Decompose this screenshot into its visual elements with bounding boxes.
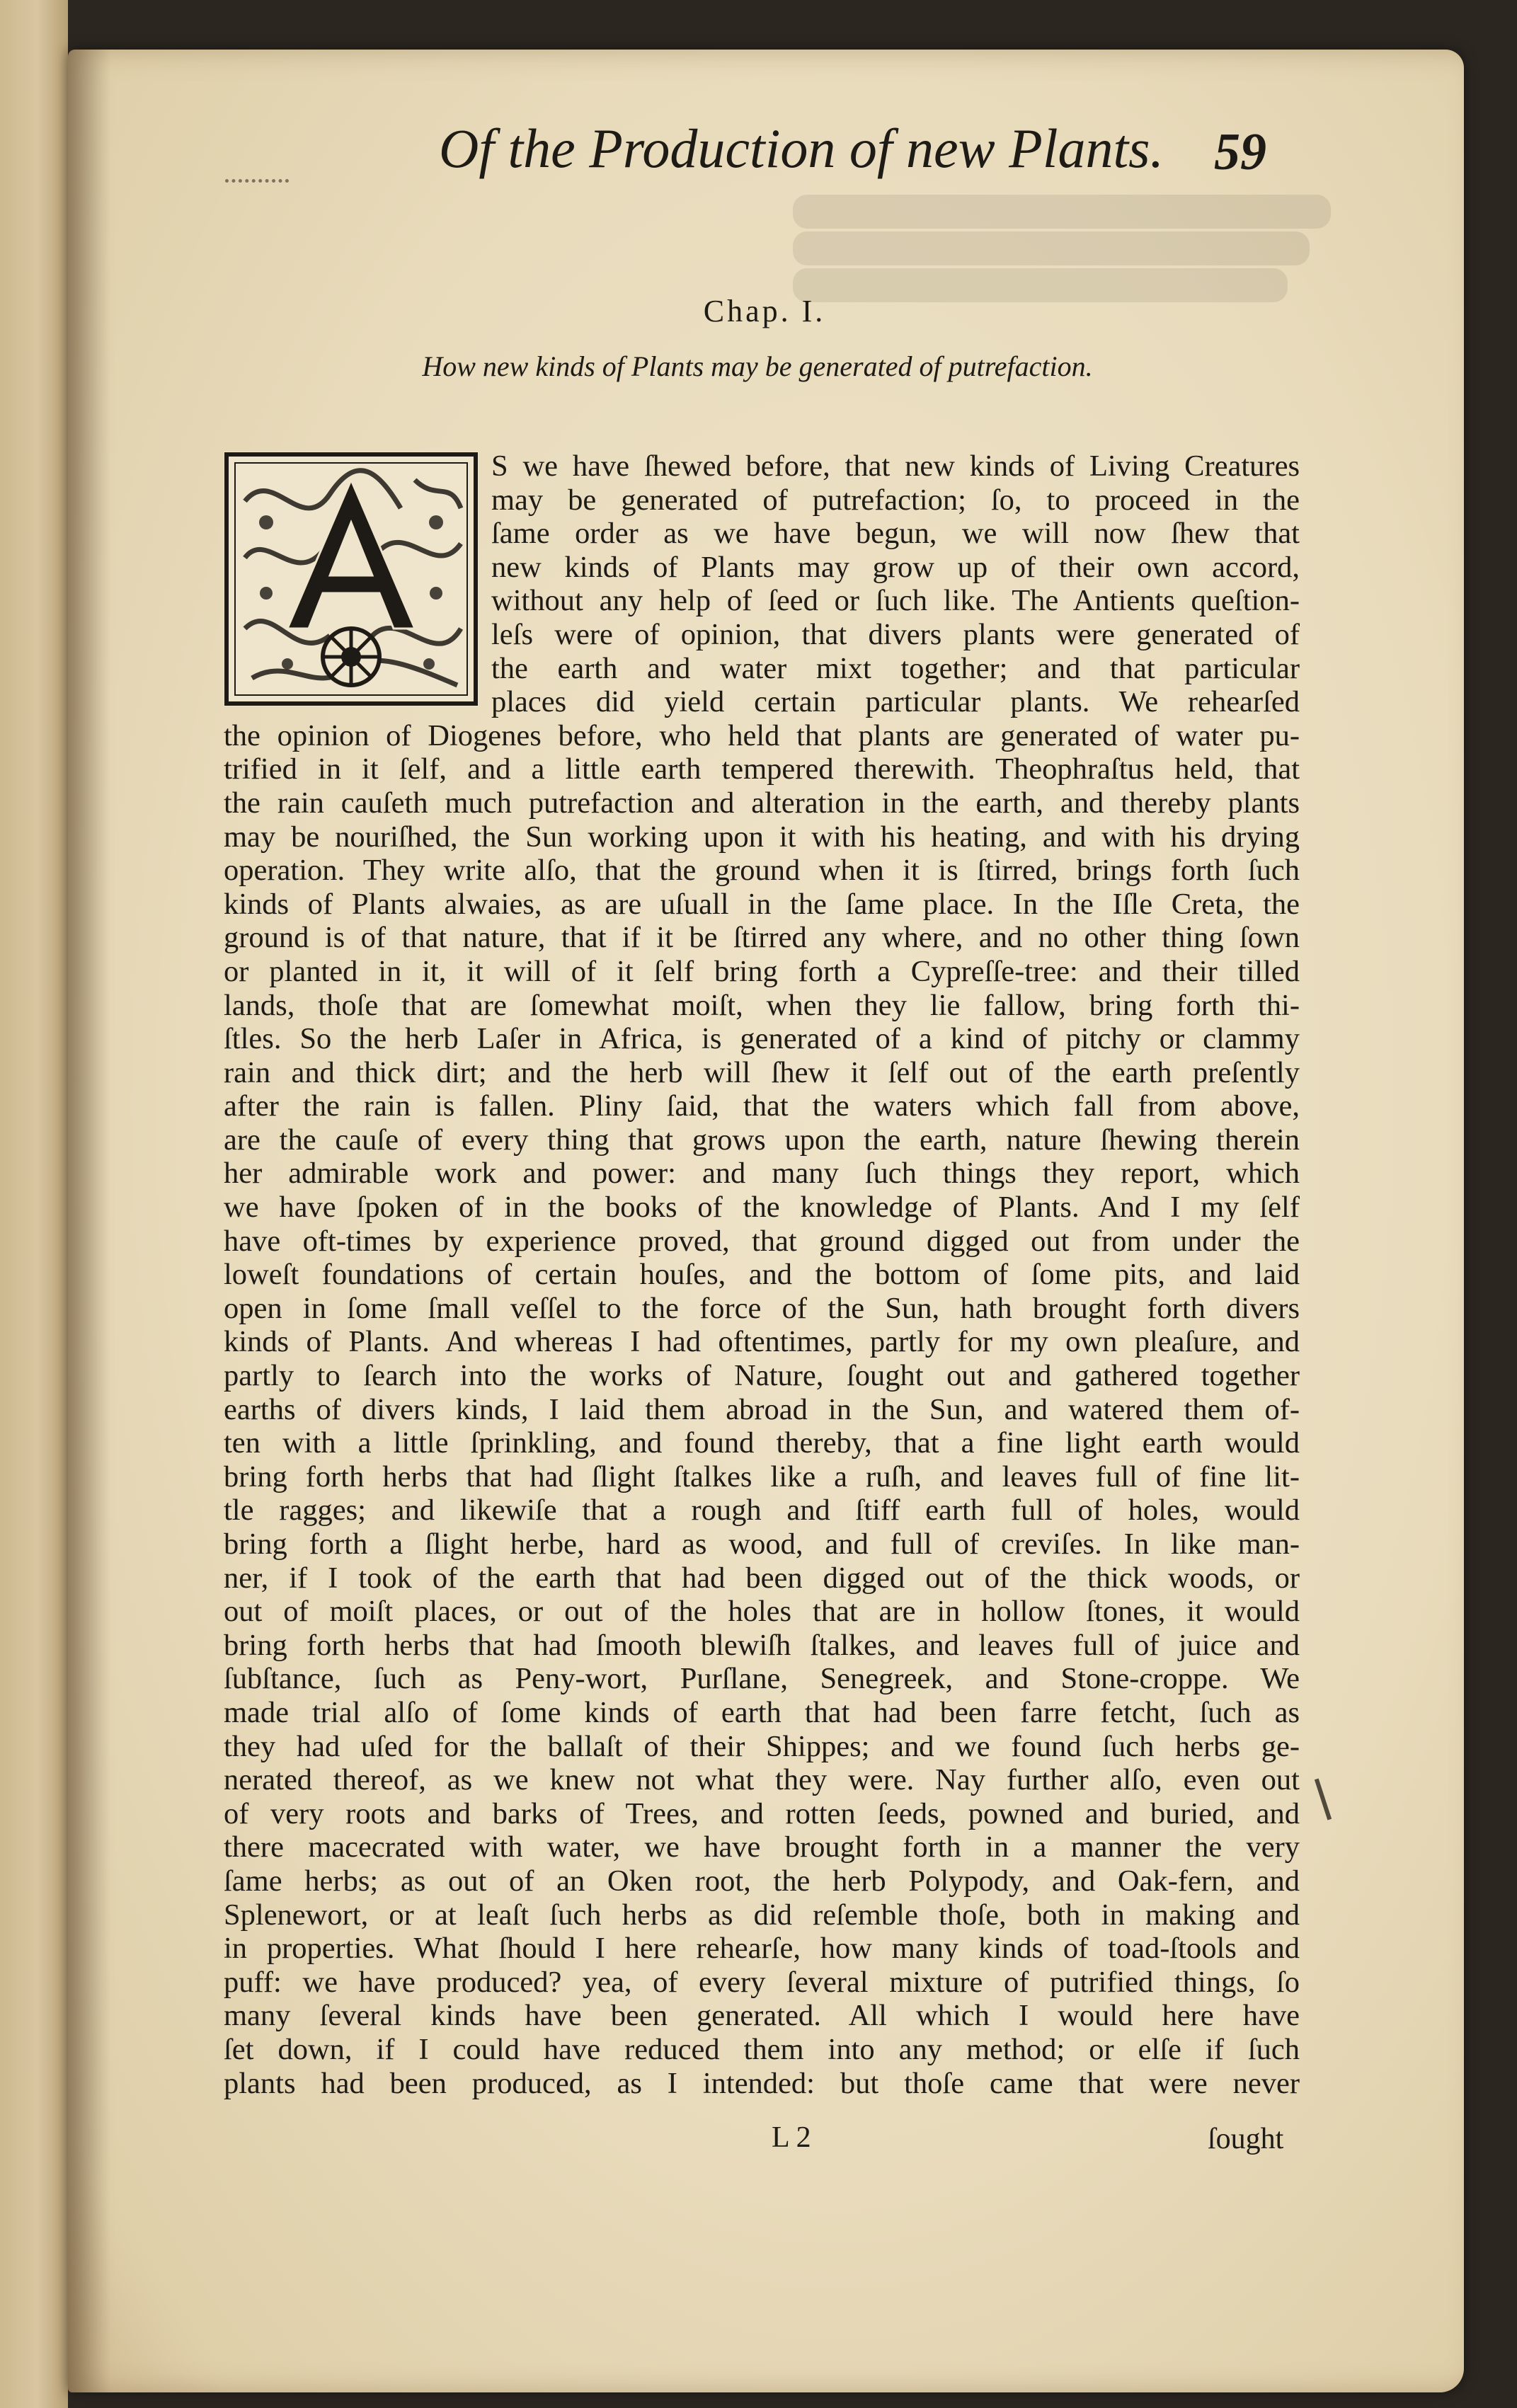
page-smudge-mark — [225, 173, 289, 183]
text-line: are the cauſe of every thing that grows upon the earth, nature ſhewing therein — [224, 1123, 1300, 1157]
text-line: tle ragges; and likewiſe that a rough and ſtiff earth full of holes, would — [224, 1493, 1300, 1527]
text-line: bring forth herbs that had ſmooth blewiſh ſtalkes, and leaves full of juice and — [224, 1628, 1300, 1662]
text-line: open in ſome ſmall veſſel to the force of the Sun, hath brought forth divers — [224, 1291, 1300, 1325]
text-line: lands, thoſe that are ſomewhat moiſt, when they lie fallow, bring forth thi- — [224, 988, 1300, 1022]
text-line: trified in it ſelf, and a little earth tempered therewith. Theophraſtus held, that — [224, 752, 1300, 786]
running-head: Of the Production of new Plants. — [439, 117, 1164, 179]
text-line: ground is of that nature, that if it be ſtirred any where, and no other thing ſown — [224, 921, 1300, 955]
text-line: partly to ſearch into the works of Nature, ſought out and gathered together — [224, 1359, 1300, 1393]
text-line: earths of divers kinds, I laid them abroad in the Sun, and watered them of- — [224, 1392, 1300, 1426]
text-line: rain and thick dirt; and the herb will ſhew it ſelf out of the earth preſently — [224, 1055, 1300, 1089]
text-line: the earth and water mixt together; and that particular — [491, 651, 1300, 685]
text-line: new kinds of Plants may grow up of their own accord, — [491, 550, 1300, 584]
text-line: ner, if I took of the earth that had been digged out of the thick woods, or — [224, 1561, 1300, 1595]
text-line: kinds of Plants alwaies, as are uſuall in the ſame place. In the Iſle Creta, the — [224, 887, 1300, 921]
text-line: the opinion of Diogenes before, who held that plants are generated of water pu- — [224, 718, 1300, 752]
text-line: of very roots and barks of Trees, and rotten ſeeds, powned and buried, and — [224, 1796, 1300, 1830]
text-line: made trial alſo of ſome kinds of earth that had been farre fetcht, ſuch as — [224, 1695, 1300, 1729]
text-line: may be generated of putrefaction; ſo, to proceed in the — [491, 483, 1300, 517]
text-line: S we have ſhewed before, that new kinds of Living Creatures — [491, 449, 1300, 483]
text-line: after the rain is fallen. Pliny ſaid, that the waters which fall from above, — [224, 1089, 1300, 1123]
text-line: ſtles. So the herb Laſer in Africa, is generated of a kind of pitchy or clammy — [224, 1022, 1300, 1056]
text-line: bring forth a ſlight herbe, hard as wood, and full of creviſes. In like man- — [224, 1527, 1300, 1561]
text-line: places did yield certain particular plants. We rehearſed — [491, 685, 1300, 719]
text-line: there macecrated with water, we have brought forth in a manner the very — [224, 1830, 1300, 1864]
text-line: ſame order as we have begun, we will now ſhew that — [491, 517, 1300, 551]
text-line: Splenewort, or at leaſt ſuch herbs as did reſemble thoſe, both in making and — [224, 1898, 1300, 1932]
text-line: nerated thereof, as we knew not what they were. Nay further alſo, even out — [224, 1763, 1300, 1797]
chapter-heading: Chap. I. — [703, 294, 826, 328]
page-number: 59 — [1214, 123, 1266, 181]
text-line: in properties. What ſhould I here rehearſe, how many kinds of toad-ſtools and — [224, 1932, 1300, 1966]
text-line: puff: we have produced? yea, of every ſeveral mixture of putrified things, ſo — [224, 1965, 1300, 1999]
text-line: ſet down, if I could have reduced them into any method; or elſe if ſuch — [224, 2032, 1300, 2066]
text-line: leſs were of opinion, that divers plants were generated of — [491, 617, 1300, 651]
text-line: the rain cauſeth much putrefaction and alteration in the earth, and thereby plants — [224, 786, 1300, 820]
binding-gutter-shadow — [68, 50, 110, 2392]
text-line: we have ſpoken of in the books of the knowledge of Plants. And I my ſelf — [224, 1191, 1300, 1225]
text-line: operation. They write alſo, that the ground when it is ſtirred, brings forth ſuch — [224, 854, 1300, 888]
catchword: ſought — [1208, 2123, 1284, 2155]
ornament-icon — [224, 452, 479, 706]
text-line: ten with a little ſprinkling, and found thereby, that a fine light earth would — [224, 1426, 1300, 1460]
text-line: or planted in it, it will of it ſelf bring forth a Cypreſſe-tree: and their tilled — [224, 954, 1300, 988]
text-line: may be nouriſhed, the Sun working upon it with his heating, and with his drying — [224, 820, 1300, 854]
text-line: ſame herbs; as out of an Oken root, the herb Polypody, and Oak-fern, and — [224, 1864, 1300, 1898]
text-line: have oft-times by experience proved, that ground digged out from under the — [224, 1224, 1300, 1258]
text-line: kinds of Plants. And whereas I had oftentimes, partly for my own pleaſure, and — [224, 1325, 1300, 1359]
chapter-subtitle: How new kinds of Plants may be generated of putrefaction. — [422, 350, 1093, 382]
text-line: without any help of ſeed or ſuch like. The Antients queſtion- — [491, 584, 1300, 618]
text-line: out of moiſt places, or out of the holes that are in hollow ſtones, it would — [224, 1595, 1300, 1629]
previous-page-edge — [0, 0, 68, 2408]
text-line: ſubſtance, ſuch as Peny-wort, Purſlane, Senegreek, and Stone-croppe. We — [224, 1662, 1300, 1696]
text-line: many ſeveral kinds have been generated. All which I would here have — [224, 1999, 1300, 2033]
text-line: they had uſed for the ballaſt of their Shippes; and we found ſuch herbs ge- — [224, 1729, 1300, 1763]
text-line: loweſt foundations of certain houſes, and the bottom of ſome pits, and laid — [224, 1258, 1300, 1292]
signature-mark: L 2 — [772, 2121, 811, 2154]
text-line: bring forth herbs that had ſlight ſtalkes like a ruſh, and leaves full of fine lit- — [224, 1460, 1300, 1493]
text-line: her admirable work and power: and many ſuch things they report, which — [224, 1157, 1300, 1191]
text-line: plants had been produced, as I intended: but thoſe came that were never — [224, 2066, 1300, 2100]
ornamental-drop-cap — [224, 452, 479, 706]
